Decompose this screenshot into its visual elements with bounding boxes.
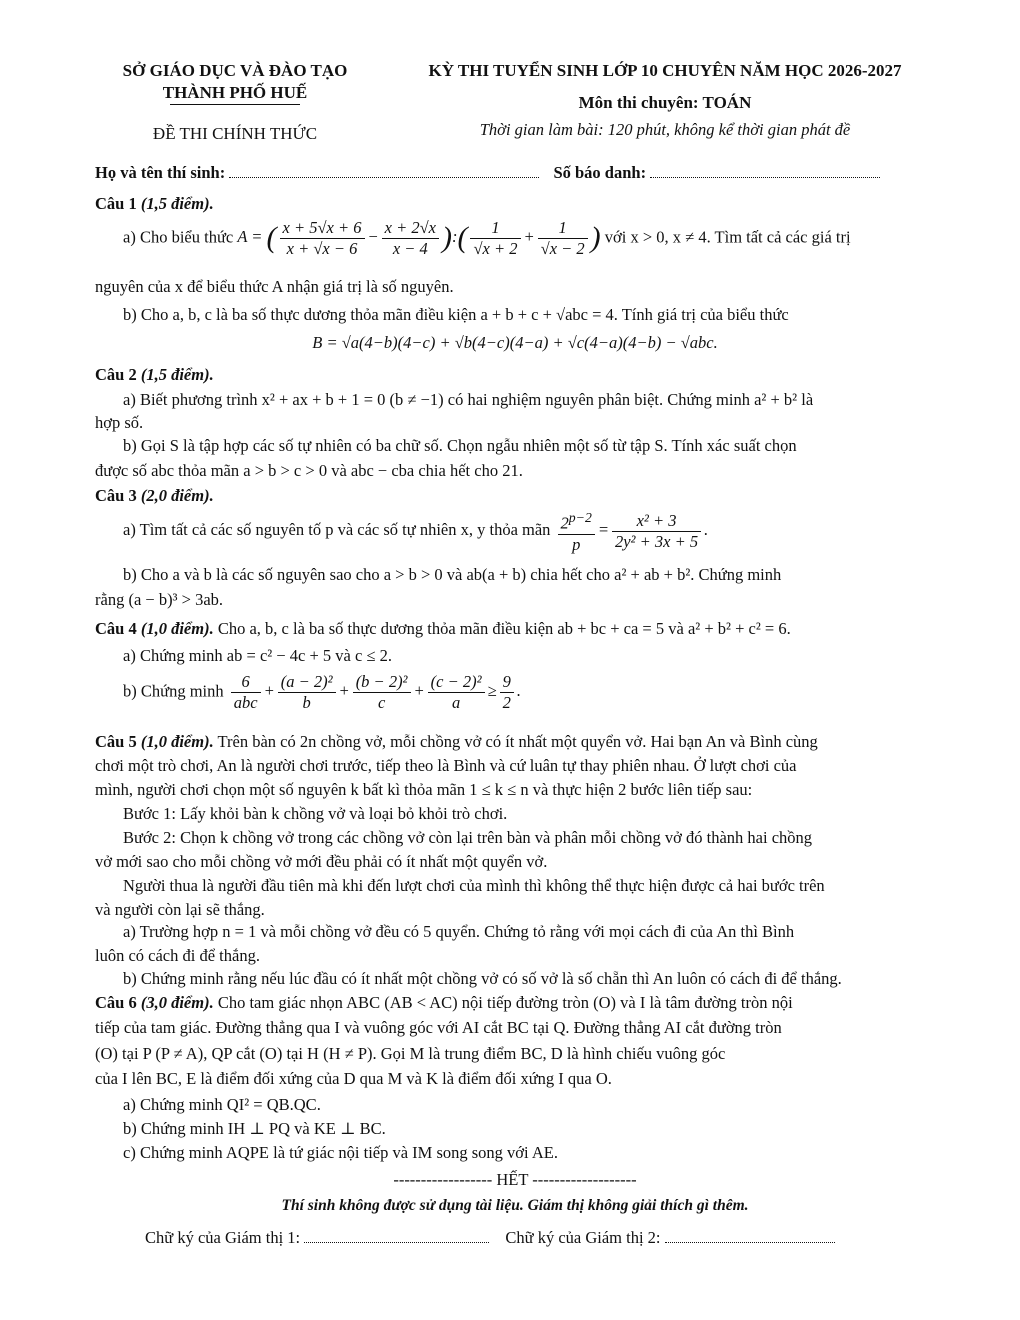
q1a-lead: a) Cho biểu thức xyxy=(123,227,234,247)
q3-points: (2,0 điểm). xyxy=(140,486,214,505)
end-marker: ------------------ HẾT ------------------- xyxy=(393,1170,637,1189)
q2b-tail: được số abc thỏa mãn a > b > c > 0 và abc − cba chia hết cho 21. xyxy=(95,461,523,480)
official-label: ĐỀ THI CHÍNH THỨC xyxy=(152,124,318,143)
q2-heading xyxy=(95,364,935,386)
q5-line1: Trên bàn có 2n chồng vở, mỗi chồng vở có ít nhất một quyển vở. Hai bạn An và Bình cùng xyxy=(217,732,818,751)
q4-points: (1,0 điểm). xyxy=(140,619,214,638)
q1a-expression: A = ( $\frac{x + 5√x + 6}{x + √x - 6}$ − $\frac{x + 2√x}{x - 4}$ ):( $\frac{1}{√x + 2}$ + $\frac{1}{√x - 2}$ ) xyxy=(237,218,601,258)
time-label: Thời gian làm bài: 120 phút, không kể thời gian phát đề xyxy=(479,119,851,139)
q5b-line: b) Chứng minh rằng nếu lúc đầu có ít nhất một chồng vở có số vở là số chẵn thì An luôn có cách đi để thắng. xyxy=(123,969,842,988)
q1a-line xyxy=(95,218,963,268)
q5-step2b: vở mới sao cho mỗi chồng vở mới đều phải có ít nhất một quyển vở. xyxy=(95,852,548,871)
signature-2-label: Chữ ký của Giám thị 2: xyxy=(505,1228,661,1247)
q5-lose-b: và người còn lại sẽ thắng. xyxy=(95,900,265,919)
q6a-text: a) Chứng minh QI² = QB.QC. xyxy=(123,1095,321,1114)
name-label: Họ và tên thí sinh: xyxy=(95,163,226,182)
exam-title: KỲ THI TUYỂN SINH LỚP 10 CHUYÊN NĂM HỌC 2026-2027 xyxy=(428,61,902,80)
q1-points: (1,5 điểm). xyxy=(140,194,214,213)
q2a-text: a) Biết phương trình x² + ax + b + 1 = 0 (b ≠ −1) có hai nghiệm nguyên phân biệt. Chứng minh a² + b² là xyxy=(123,390,814,409)
q3-heading xyxy=(95,485,935,507)
q5-line3: mình, người chơi chọn một số nguyên k bất kì thỏa mãn 1 ≤ k ≤ n và thực hiện 2 bước liên tiếp sau: xyxy=(95,780,753,799)
q4b-line xyxy=(95,672,963,724)
q1-title: Câu 1 xyxy=(95,194,137,213)
q5-heading xyxy=(95,731,935,753)
q6-line4: của I lên BC, E là điểm đối xứng của D qua M và K là điểm đối xứng I qua O. xyxy=(95,1069,612,1088)
q6-line3: (O) tại P (P ≠ A), QP cắt (O) tại H (H ≠ P). Gọi M là trung điểm BC, D là hình chiếu vuông góc xyxy=(95,1044,726,1063)
q5-step2a: Bước 2: Chọn k chồng vở trong các chồng vở còn lại trên bàn và phân mỗi chồng vở đó thành hai chồng xyxy=(123,828,813,847)
q4-heading xyxy=(95,618,935,640)
q6b-text: b) Chứng minh IH ⊥ PQ và KE ⊥ BC. xyxy=(123,1119,386,1138)
q4b-text: b) Chứng minh xyxy=(123,681,224,701)
q6-title: Câu 6 xyxy=(95,993,137,1012)
header-right xyxy=(385,60,945,141)
subject-label: Môn thi chuyên: TOÁN xyxy=(578,93,752,112)
q5a-line1: a) Trường hợp n = 1 và mỗi chồng vở đều có 5 quyển. Chứng tỏ rằng với mọi cách đi của An thì Bình xyxy=(123,922,795,941)
q6-line2: tiếp của tam giác. Đường thẳng qua I và vuông góc với AI cắt BC tại Q. Đường thẳng AI cắt đường tròn xyxy=(95,1018,782,1037)
signature-1-blank xyxy=(304,1230,489,1243)
name-blank xyxy=(229,165,539,178)
q1-heading xyxy=(95,193,935,215)
q3b-tail: rằng (a − b)³ > 3ab. xyxy=(95,590,224,609)
q1a-condition: với x > 0, x ≠ 4. Tìm tất cả các giá trị xyxy=(604,227,851,247)
q3b-text: b) Cho a và b là các số nguyên sao cho a > b > 0 và ab(a + b) chia hết cho a² + ab + b². Chứng minh xyxy=(123,565,782,584)
id-label: Số báo danh: xyxy=(553,163,647,182)
q3-title: Câu 3 xyxy=(95,486,137,505)
signature-1-label: Chữ ký của Giám thị 1: xyxy=(145,1228,301,1247)
q4-title: Câu 4 xyxy=(95,619,137,638)
q5-lose-a: Người thua là người đầu tiên mà khi đến lượt chơi của mình thì không thể thực hiện được cả hai bước trên xyxy=(123,876,825,895)
id-blank xyxy=(650,165,880,178)
q1a-tail: nguyên của x để biểu thức A nhận giá trị là số nguyên. xyxy=(95,277,454,296)
q3a-line xyxy=(95,508,963,556)
q2b-text: b) Gọi S là tập hợp các số tự nhiên có ba chữ số. Chọn ngẫu nhiên một số từ tập S. Tính xác suất chọn xyxy=(123,436,797,455)
q6-line1: Cho tam giác nhọn ABC (AB < AC) nội tiếp đường tròn (O) và I là tâm đường tròn nội xyxy=(217,993,793,1012)
q4-text: Cho a, b, c là ba số thực dương thỏa mãn điều kiện ab + bc + ca = 5 và a² + b² + c² = 6. xyxy=(217,619,791,638)
q3a-text: a) Tìm tất cả các số nguyên tố p và các số tự nhiên x, y thỏa mãn xyxy=(123,520,551,540)
department-name: SỞ GIÁO DỤC VÀ ĐÀO TẠO xyxy=(122,61,348,80)
city-name: THÀNH PHỐ HUẾ xyxy=(162,83,308,102)
signature-2-blank xyxy=(665,1230,835,1243)
q5a-line2: luôn có cách đi để thắng. xyxy=(95,946,260,965)
q6-heading xyxy=(95,992,935,1014)
q2-title: Câu 2 xyxy=(95,365,137,384)
q6c-text: c) Chứng minh AQPE là tứ giác nội tiếp và IM song song với AE. xyxy=(123,1143,558,1162)
header-left xyxy=(95,60,375,146)
q1b-text: b) Cho a, b, c là ba số thực dương thỏa mãn điều kiện a + b + c + √abc = 4. Tính giá trị của biểu thức xyxy=(123,305,789,324)
q3a-equation: $\frac{2^{p-2}}{p}$ = $\frac{\text{x² + 3}}{\text{2y² + 3x + 5}}$ . xyxy=(555,520,709,539)
q5-title: Câu 5 xyxy=(95,732,137,751)
q5-step1: Bước 1: Lấy khỏi bàn k chồng vở và loại bỏ khỏi trò chơi. xyxy=(123,804,508,823)
q1b-formula: B = √a(4−b)(4−c) + √b(4−c)(4−a) + √c(4−a)(4−b) − √abc. xyxy=(312,333,718,352)
header-underline xyxy=(170,104,300,105)
q4a-text: a) Chứng minh ab = c² − 4c + 5 và c ≤ 2. xyxy=(123,646,392,665)
q4b-inequality: $\frac{6}{\text{abc}}$ + $\frac{\text{(a − 2)²}}{b}$ + $\frac{\text{(b − 2)²}}{c}$ + $\frac{\text{(c − 2)²}}{a}$ ≥ $\frac{9}{2}$ . xyxy=(228,681,521,700)
q5-points: (1,0 điểm). xyxy=(140,732,214,751)
q2a-tail: hợp số. xyxy=(95,413,144,432)
q6-points: (3,0 điểm). xyxy=(140,993,214,1012)
footer-note: Thí sinh không được sử dụng tài liệu. Giám thị không giải thích gì thêm. xyxy=(281,1197,749,1214)
q2-points: (1,5 điểm). xyxy=(140,365,214,384)
q5-line2: chơi một trò chơi, An là người chơi trước, tiếp theo là Bình và cứ luân tự thay phiên nhau. Ở lượt chơi của xyxy=(95,756,797,775)
signature-line xyxy=(145,1227,935,1249)
candidate-line xyxy=(95,162,935,184)
